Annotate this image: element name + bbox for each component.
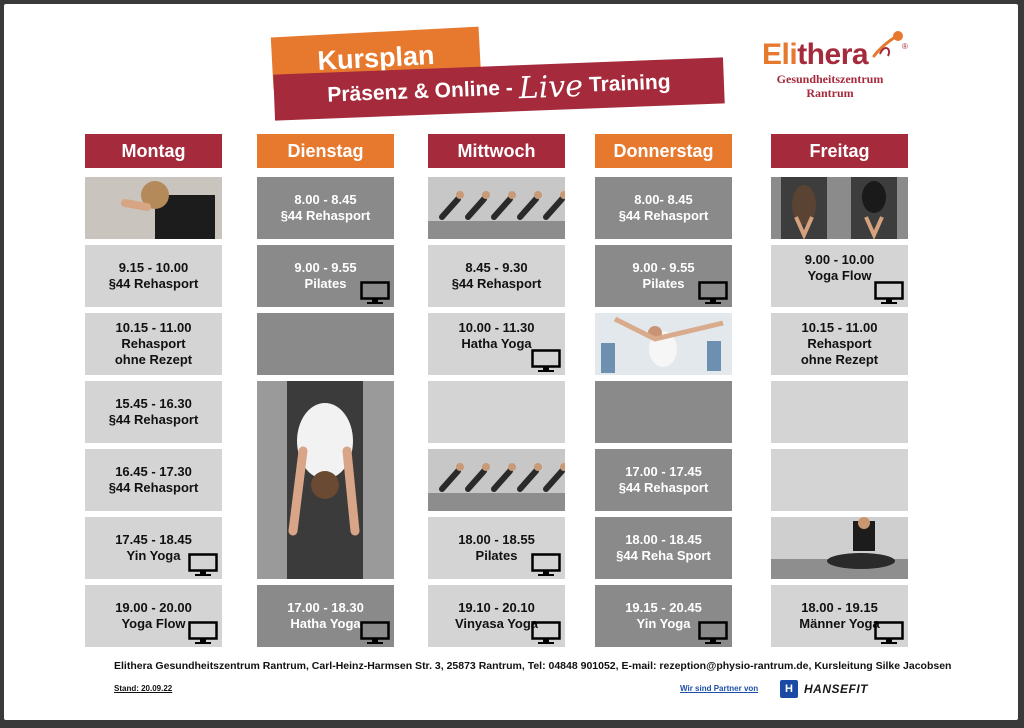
course-name: Pilates (475, 548, 518, 563)
yoga-mats-photo-icon (771, 177, 908, 239)
course-time: 8.00- 8.45 (634, 192, 693, 207)
online-monitor-icon (698, 621, 728, 645)
course-time: 19.10 - 20.10 (458, 600, 535, 615)
stretching-women-photo-icon (595, 313, 732, 375)
course-time: 8.45 - 9.30 (465, 260, 528, 275)
course-cell[interactable] (595, 245, 732, 307)
course-time: 8.00 - 8.45 (294, 192, 357, 207)
course-cell[interactable] (595, 517, 732, 579)
course-time: 18.00 - 19.15 (801, 600, 878, 615)
course-name: Yin Yoga (126, 548, 181, 563)
course-time: 17.00 - 17.45 (625, 464, 702, 479)
logo-subtitle (768, 72, 892, 100)
online-monitor-icon (874, 281, 904, 305)
course-cell[interactable] (85, 313, 222, 375)
course-cell[interactable] (771, 585, 908, 647)
yoga-mat-photo-icon (257, 381, 394, 579)
course-photo (257, 381, 394, 579)
course-cell[interactable] (771, 313, 908, 375)
course-photo (428, 177, 565, 239)
course-cell[interactable] (85, 585, 222, 647)
course-cell[interactable] (85, 517, 222, 579)
subtitle-right: Training (588, 70, 672, 97)
course-time: 10.00 - 11.30 (458, 320, 535, 335)
online-monitor-icon (188, 621, 218, 645)
course-photo (428, 449, 565, 511)
empty-cell (771, 381, 908, 443)
course-name: §44 Rehasport (618, 480, 709, 495)
hansefit-logo[interactable] (780, 680, 868, 698)
course-time: 9.15 - 10.00 (118, 260, 189, 275)
logo-wordmark (762, 38, 868, 72)
man-meditating-photo-icon (771, 517, 908, 579)
logo-line2: Rantrum (806, 86, 854, 100)
course-name: §44 Rehasport (108, 480, 199, 495)
course-name: §44 Rehasport (108, 412, 199, 427)
day-header-mittwoch: Mittwoch (428, 134, 565, 168)
course-name: Vinyasa Yoga (454, 616, 539, 631)
course-cell[interactable] (428, 585, 565, 647)
online-monitor-icon (874, 621, 904, 645)
course-time: 16.45 - 17.30 (115, 464, 192, 479)
course-cell[interactable] (257, 177, 394, 239)
course-name: Rehasport (807, 336, 872, 351)
hansefit-icon: H (780, 680, 798, 698)
day-header-donnerstag: Donnerstag (595, 134, 732, 168)
group-pilates-photo-icon (428, 177, 565, 239)
course-time: 18.00 - 18.55 (458, 532, 535, 547)
course-name: Hatha Yoga (290, 616, 361, 631)
schedule-page (4, 4, 1018, 720)
course-time: 17.00 - 18.30 (287, 600, 364, 615)
course-cell[interactable] (257, 585, 394, 647)
course-name: Yoga Flow (121, 616, 186, 631)
partner-link[interactable]: Wir sind Partner von (680, 684, 759, 693)
online-monitor-icon (188, 553, 218, 577)
course-time: 9.00 - 10.00 (804, 252, 875, 267)
page-title: Kursplan (316, 39, 436, 76)
hansefit-label: HANSEFIT (804, 682, 868, 696)
online-monitor-icon (698, 281, 728, 305)
course-time: 9.00 - 9.55 (632, 260, 695, 275)
course-time: 10.15 - 11.00 (115, 320, 192, 335)
logo-line1: Gesundheitszentrum (776, 72, 884, 86)
group-plank-photo-icon (428, 449, 565, 511)
course-cell[interactable] (85, 381, 222, 443)
course-name: Pilates (642, 276, 685, 291)
online-monitor-icon (531, 349, 561, 373)
course-name (838, 284, 842, 300)
course-time: 10.15 - 11.00 (801, 320, 878, 335)
course-time: 15.45 - 16.30 (115, 396, 192, 411)
day-header-montag: Montag (85, 134, 222, 168)
logo-word-part2: thera (797, 38, 869, 71)
course-name: Männer Yoga (799, 616, 880, 631)
day-header-dienstag: Dienstag (257, 134, 394, 168)
course-name: §44 Rehasport (280, 208, 371, 223)
empty-cell (595, 381, 732, 443)
course-name: ohne Rezept (800, 352, 879, 367)
course-cell[interactable] (595, 585, 732, 647)
course-name: Yin Yoga (636, 616, 691, 631)
course-name (495, 352, 499, 368)
logo-registered: ® (902, 42, 908, 51)
yoga-stretch-photo-icon (85, 177, 222, 239)
course-photo (771, 177, 908, 239)
course-time: 19.00 - 20.00 (115, 600, 192, 615)
course-cell[interactable] (595, 449, 732, 511)
course-name: §44 Rehasport (108, 276, 199, 291)
footer-address: Elithera Gesundheitszentrum Rantrum, Carl-Heinz-Harmsen Str. 3, 25873 Rantrum, Tel: 04848 901052, E-mail: rezeption@physio-rantrum.de, Kursleitung Silke Jacobsen (114, 660, 952, 672)
course-photo (85, 177, 222, 239)
footer-stand: Stand: 20.09.22 (114, 684, 173, 693)
online-monitor-icon (531, 621, 561, 645)
course-name: Rehasport (121, 336, 186, 351)
online-monitor-icon (360, 621, 390, 645)
course-name: Yoga Flow (807, 268, 872, 283)
course-cell[interactable] (595, 177, 732, 239)
logo-swirl-icon (870, 30, 906, 60)
course-name: §44 Rehasport (451, 276, 542, 291)
course-cell[interactable] (428, 517, 565, 579)
course-cell[interactable] (85, 449, 222, 511)
subtitle-live: Live (518, 68, 584, 106)
course-time: 18.00 - 18.45 (625, 532, 702, 547)
online-monitor-icon (531, 553, 561, 577)
course-name: ohne Rezept (114, 352, 193, 367)
empty-cell (771, 449, 908, 511)
course-name: Pilates (304, 276, 347, 291)
course-time: 9.00 - 9.55 (294, 260, 357, 275)
subtitle-left: Präsenz & Online - (326, 76, 514, 107)
course-name: §44 Reha Sport (616, 548, 711, 563)
course-cell[interactable] (428, 313, 565, 375)
course-time: 19.15 - 20.45 (625, 600, 702, 615)
course-cell[interactable] (85, 245, 222, 307)
course-time: 17.45 - 18.45 (115, 532, 192, 547)
course-cell[interactable] (771, 245, 908, 307)
course-name: Hatha Yoga (461, 336, 532, 351)
empty-cell (428, 381, 565, 443)
course-cell[interactable] (428, 245, 565, 307)
online-monitor-icon (360, 281, 390, 305)
empty-cell (257, 313, 394, 375)
course-name: §44 Rehasport (618, 208, 709, 223)
course-cell[interactable] (257, 245, 394, 307)
course-photo (595, 313, 732, 375)
logo-word-part1: Eli (762, 38, 798, 71)
course-photo (771, 517, 908, 579)
elithera-logo (762, 30, 912, 102)
day-header-freitag: Freitag (771, 134, 908, 168)
